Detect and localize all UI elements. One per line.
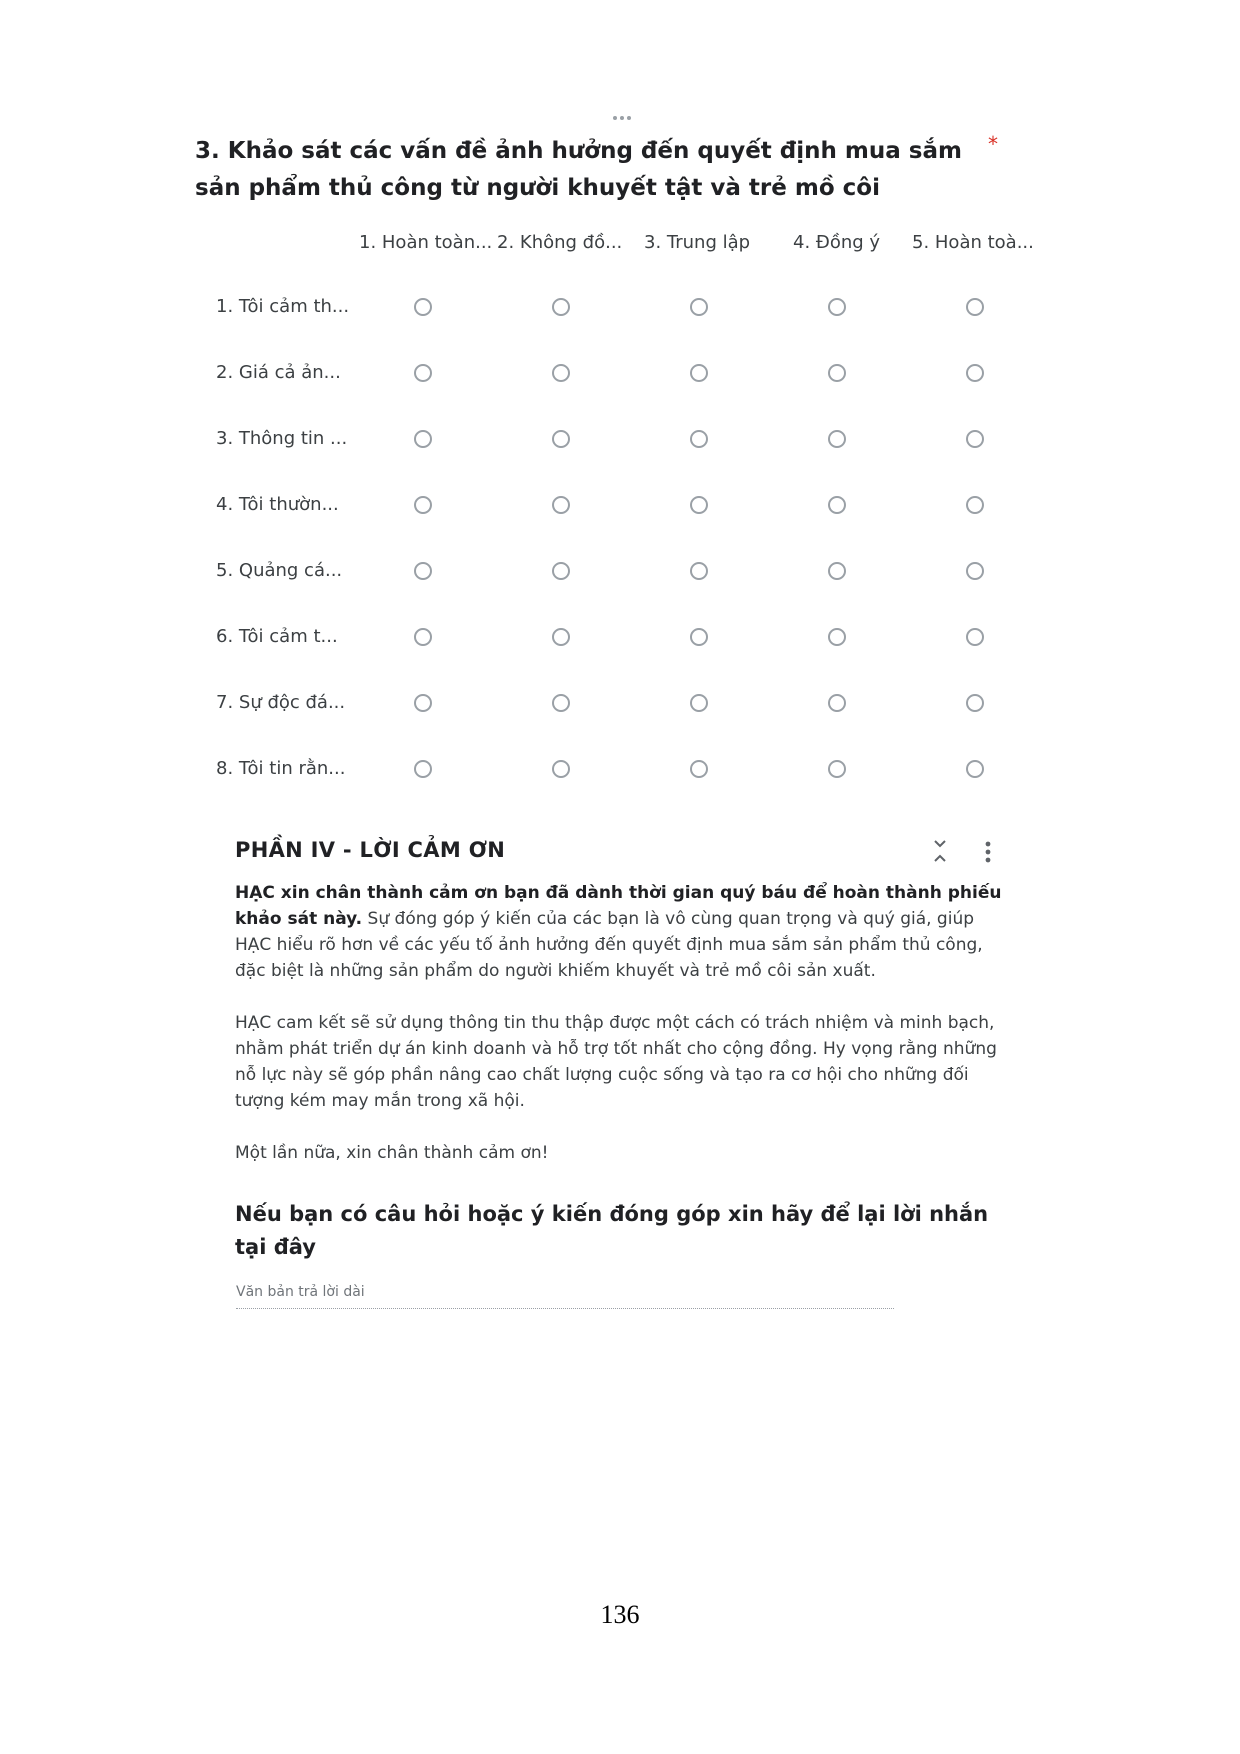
radio-option[interactable] [552, 760, 570, 778]
radio-option[interactable] [414, 694, 432, 712]
row-label: 3. Thông tin ... [216, 428, 348, 449]
radio-option[interactable] [414, 430, 432, 448]
radio-option[interactable] [414, 364, 432, 382]
row-label: 7. Sự độc đá... [216, 692, 346, 713]
row-label: 5. Quảng cá... [216, 560, 343, 581]
radio-option[interactable] [828, 694, 846, 712]
radio-option[interactable] [552, 562, 570, 580]
radio-option[interactable] [966, 364, 984, 382]
column-header: 1. Hoàn toàn... [359, 232, 493, 253]
radio-option[interactable] [828, 364, 846, 382]
thanks-bold-text: HẠC xin chân thành cảm ơn bạn đã dành thời gian quý báu để hoàn thành phiếu khảo sát này. [235, 883, 1002, 929]
question-title: 3. Khảo sát các vấn đề ảnh hưởng đến quyết định mua sắm sản phẩm thủ công từ người khuyết tật và trẻ mồ côi [195, 138, 962, 201]
radio-option[interactable] [414, 298, 432, 316]
column-header: 4. Đồng ý [793, 232, 881, 253]
radio-option[interactable] [414, 496, 432, 514]
radio-option[interactable] [414, 628, 432, 646]
radio-option[interactable] [690, 430, 708, 448]
radio-option[interactable] [966, 496, 984, 514]
radio-option[interactable] [966, 562, 984, 580]
radio-option[interactable] [552, 430, 570, 448]
radio-option[interactable] [828, 430, 846, 448]
radio-option[interactable] [966, 628, 984, 646]
radio-option[interactable] [690, 628, 708, 646]
page-number: 136 [600, 1600, 640, 1629]
radio-option[interactable] [552, 298, 570, 316]
radio-option[interactable] [414, 562, 432, 580]
radio-option[interactable] [552, 628, 570, 646]
drag-handle-icon[interactable] [612, 116, 632, 126]
column-header: 2. Không đồ... [497, 232, 623, 253]
radio-option[interactable] [552, 694, 570, 712]
radio-option[interactable] [690, 298, 708, 316]
radio-option[interactable] [828, 496, 846, 514]
more-vert-icon[interactable] [983, 840, 993, 864]
collapse-icon[interactable] [930, 838, 950, 864]
required-marker: * [988, 132, 998, 156]
thanks-text: Sự đóng góp ý kiến của các bạn là vô cùng quan trọng và quý giá, giúp HẠC hiểu rõ hơn về các yếu tố ảnh hưởng đến quyết định mua sắm sản phẩm thủ công, đặc biệt là những sản phẩm do người khiếm khuyết và trẻ mồ côi sản xuất. [235, 909, 983, 981]
radio-option[interactable] [966, 760, 984, 778]
radio-option[interactable] [690, 694, 708, 712]
radio-option[interactable] [828, 628, 846, 646]
feedback-question-title: Nếu bạn có câu hỏi hoặc ý kiến đóng góp xin hãy để lại lời nhắn tại đây [235, 1202, 989, 1259]
radio-option[interactable] [690, 562, 708, 580]
row-label: 2. Giá cả ản... [216, 362, 341, 383]
radio-option[interactable] [414, 760, 432, 778]
column-header: 3. Trung lập [644, 232, 751, 253]
row-label: 8. Tôi tin rằn... [216, 758, 346, 779]
radio-option[interactable] [966, 694, 984, 712]
radio-option[interactable] [828, 760, 846, 778]
radio-option[interactable] [690, 496, 708, 514]
row-label: 4. Tôi thườn... [216, 494, 339, 515]
radio-option[interactable] [828, 562, 846, 580]
radio-option[interactable] [552, 496, 570, 514]
closing-paragraph: Một lần nữa, xin chân thành cảm ơn! [235, 1143, 549, 1163]
section-description [235, 880, 1015, 1192]
radio-option[interactable] [828, 298, 846, 316]
radio-option[interactable] [966, 430, 984, 448]
column-header: 5. Hoàn toà... [912, 232, 1034, 253]
radio-option[interactable] [552, 364, 570, 382]
long-answer-input[interactable]: Văn bản trả lời dài [236, 1284, 894, 1309]
row-label: 6. Tôi cảm t... [216, 626, 338, 647]
radio-option[interactable] [966, 298, 984, 316]
section-title: PHẦN IV - LỜI CẢM ƠN [235, 838, 506, 862]
radio-option[interactable] [690, 364, 708, 382]
commitment-paragraph: HẠC cam kết sẽ sử dụng thông tin thu thập được một cách có trách nhiệm và minh bạch, nhằm phát triển dự án kinh doanh và hỗ trợ tốt nhất cho cộng đồng. Hy vọng rằng những nỗ lực này sẽ góp phần nâng cao chất lượng cuộc sống và tạo ra cơ hội cho những đối tượng kém may mắn trong xã hội. [235, 1013, 997, 1111]
row-label: 1. Tôi cảm th... [216, 296, 350, 317]
radio-option[interactable] [690, 760, 708, 778]
thanks-paragraph [235, 880, 1015, 984]
